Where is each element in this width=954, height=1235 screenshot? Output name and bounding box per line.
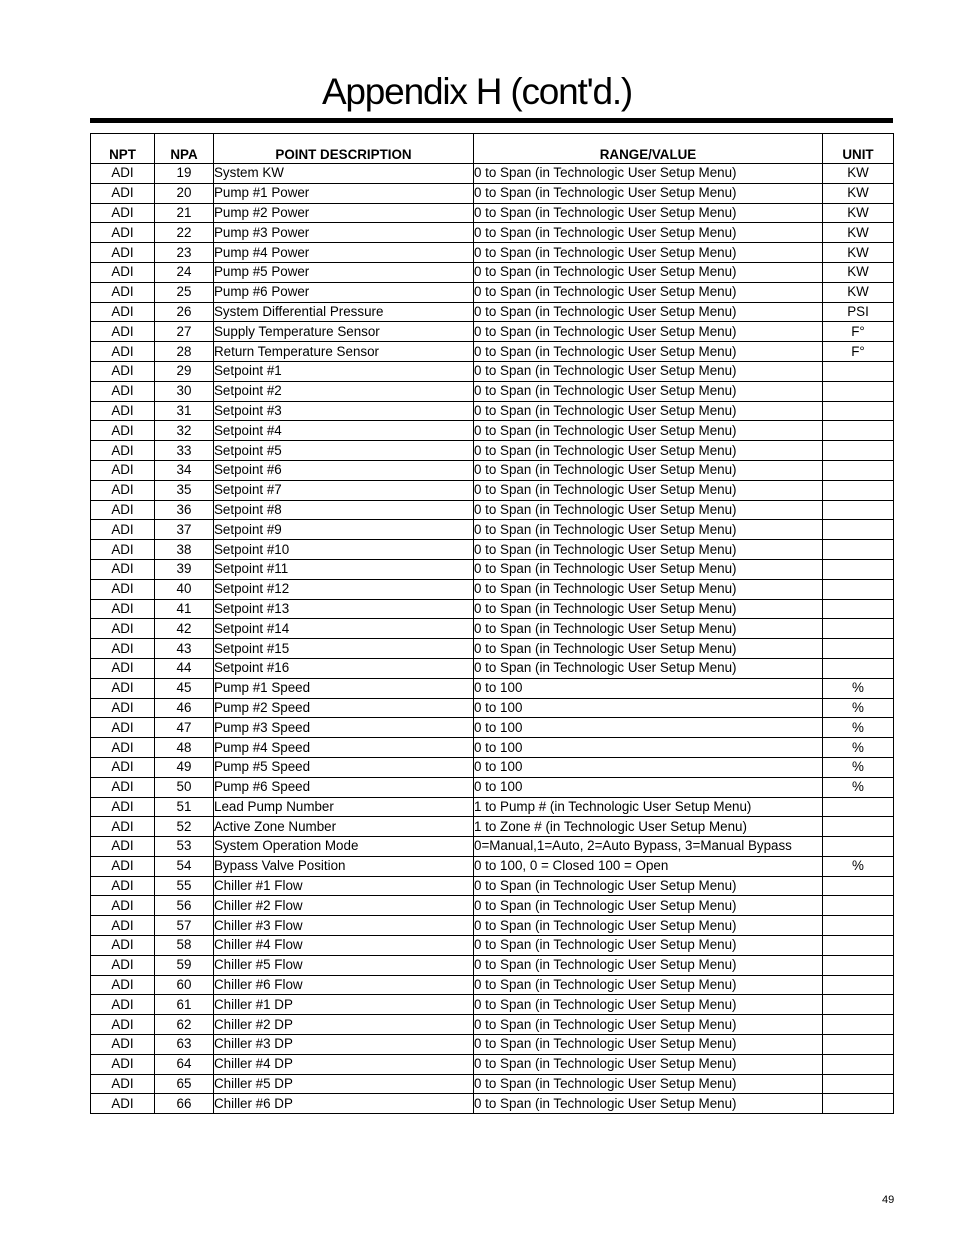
npt-cell: ADI	[91, 243, 155, 263]
npt-cell: ADI	[91, 639, 155, 659]
table-row	[91, 639, 894, 659]
unit-cell	[823, 441, 894, 461]
unit-cell: KW	[823, 243, 894, 263]
npa-cell: 55	[155, 876, 214, 896]
title-divider	[90, 118, 893, 123]
unit-cell	[823, 1094, 894, 1114]
points-table	[90, 133, 894, 1114]
range-cell: 0 to Span (in Technologic User Setup Menu)	[474, 916, 823, 936]
npa-cell: 49	[155, 757, 214, 777]
range-cell: 0 to Span (in Technologic User Setup Menu)	[474, 381, 823, 401]
table-row	[91, 1035, 894, 1055]
table-row	[91, 896, 894, 916]
npt-cell: ADI	[91, 579, 155, 599]
table-row	[91, 955, 894, 975]
npa-cell: 59	[155, 955, 214, 975]
unit-cell: %	[823, 856, 894, 876]
description-cell: Setpoint #11	[214, 559, 474, 579]
description-cell: Setpoint #16	[214, 658, 474, 678]
unit-cell	[823, 520, 894, 540]
table-row	[91, 460, 894, 480]
npt-cell: ADI	[91, 658, 155, 678]
description-cell: Pump #1 Power	[214, 183, 474, 203]
description-cell: Pump #3 Speed	[214, 718, 474, 738]
unit-cell: %	[823, 698, 894, 718]
npt-cell: ADI	[91, 183, 155, 203]
table-row	[91, 916, 894, 936]
table-row	[91, 718, 894, 738]
table-row	[91, 797, 894, 817]
unit-cell	[823, 955, 894, 975]
description-cell: Chiller #4 DP	[214, 1054, 474, 1074]
npa-cell: 26	[155, 302, 214, 322]
description-cell: Chiller #2 DP	[214, 1015, 474, 1035]
npt-cell: ADI	[91, 817, 155, 837]
description-cell: Setpoint #2	[214, 381, 474, 401]
npa-cell: 25	[155, 282, 214, 302]
range-cell: 0 to Span (in Technologic User Setup Menu)	[474, 262, 823, 282]
range-cell: 0 to Span (in Technologic User Setup Menu)	[474, 460, 823, 480]
unit-cell: KW	[823, 282, 894, 302]
npt-cell: ADI	[91, 856, 155, 876]
unit-cell: KW	[823, 223, 894, 243]
npa-cell: 48	[155, 738, 214, 758]
npt-cell: ADI	[91, 223, 155, 243]
npa-cell: 24	[155, 262, 214, 282]
table-row	[91, 361, 894, 381]
description-cell: Chiller #6 DP	[214, 1094, 474, 1114]
npa-cell: 21	[155, 203, 214, 223]
range-cell: 0 to 100	[474, 757, 823, 777]
unit-cell	[823, 361, 894, 381]
range-cell: 0 to Span (in Technologic User Setup Menu)	[474, 995, 823, 1015]
table-row	[91, 223, 894, 243]
range-cell: 0 to Span (in Technologic User Setup Menu)	[474, 361, 823, 381]
description-cell: Pump #5 Power	[214, 262, 474, 282]
header-row	[91, 134, 894, 164]
npt-cell: ADI	[91, 955, 155, 975]
npa-cell: 33	[155, 441, 214, 461]
npa-cell: 66	[155, 1094, 214, 1114]
npa-cell: 32	[155, 421, 214, 441]
column-header-npa: NPA	[155, 134, 214, 164]
npa-cell: 45	[155, 678, 214, 698]
unit-cell: F°	[823, 342, 894, 362]
unit-cell	[823, 797, 894, 817]
table-row	[91, 282, 894, 302]
unit-cell	[823, 817, 894, 837]
unit-cell: KW	[823, 164, 894, 184]
range-cell: 0 to Span (in Technologic User Setup Menu)	[474, 203, 823, 223]
npa-cell: 62	[155, 1015, 214, 1035]
page-number: 49	[882, 1194, 895, 1206]
npt-cell: ADI	[91, 738, 155, 758]
npt-cell: ADI	[91, 698, 155, 718]
description-cell: Bypass Valve Position	[214, 856, 474, 876]
description-cell: Setpoint #4	[214, 421, 474, 441]
npt-cell: ADI	[91, 718, 155, 738]
unit-cell: KW	[823, 183, 894, 203]
npt-cell: ADI	[91, 500, 155, 520]
range-cell: 0 to 100	[474, 738, 823, 758]
unit-cell: %	[823, 777, 894, 797]
table-row	[91, 975, 894, 995]
table-row	[91, 995, 894, 1015]
description-cell: Chiller #6 Flow	[214, 975, 474, 995]
table-row	[91, 381, 894, 401]
table-row	[91, 817, 894, 837]
unit-cell	[823, 480, 894, 500]
range-cell: 0 to Span (in Technologic User Setup Menu)	[474, 599, 823, 619]
range-cell: 0 to Span (in Technologic User Setup Menu)	[474, 401, 823, 421]
description-cell: Setpoint #13	[214, 599, 474, 619]
npa-cell: 52	[155, 817, 214, 837]
unit-cell: %	[823, 718, 894, 738]
unit-cell	[823, 658, 894, 678]
description-cell: Pump #1 Speed	[214, 678, 474, 698]
range-cell: 0 to 100, 0 = Closed 100 = Open	[474, 856, 823, 876]
npt-cell: ADI	[91, 262, 155, 282]
description-cell: Pump #2 Speed	[214, 698, 474, 718]
table-row	[91, 1074, 894, 1094]
npt-cell: ADI	[91, 520, 155, 540]
range-cell: 0 to Span (in Technologic User Setup Menu)	[474, 441, 823, 461]
table-row	[91, 302, 894, 322]
description-cell: Active Zone Number	[214, 817, 474, 837]
column-header-unit: UNIT	[823, 134, 894, 164]
range-cell: 0 to Span (in Technologic User Setup Menu)	[474, 540, 823, 560]
table-row	[91, 243, 894, 263]
npt-cell: ADI	[91, 876, 155, 896]
npt-cell: ADI	[91, 599, 155, 619]
range-cell: 0 to Span (in Technologic User Setup Menu)	[474, 955, 823, 975]
table-row	[91, 203, 894, 223]
column-header-range: RANGE/VALUE	[474, 134, 823, 164]
table-row	[91, 1094, 894, 1114]
range-cell: 0 to Span (in Technologic User Setup Menu)	[474, 164, 823, 184]
range-cell: 0=Manual,1=Auto, 2=Auto Bypass, 3=Manual Bypass	[474, 837, 823, 857]
npa-cell: 46	[155, 698, 214, 718]
table-row	[91, 559, 894, 579]
range-cell: 0 to Span (in Technologic User Setup Menu)	[474, 421, 823, 441]
unit-cell: KW	[823, 262, 894, 282]
npa-cell: 54	[155, 856, 214, 876]
description-cell: Chiller #1 DP	[214, 995, 474, 1015]
table-row	[91, 856, 894, 876]
npt-cell: ADI	[91, 1054, 155, 1074]
range-cell: 0 to Span (in Technologic User Setup Menu)	[474, 243, 823, 263]
range-cell: 0 to Span (in Technologic User Setup Menu)	[474, 1074, 823, 1094]
column-header-description: POINT DESCRIPTION	[214, 134, 474, 164]
range-cell: 0 to Span (in Technologic User Setup Menu)	[474, 936, 823, 956]
npt-cell: ADI	[91, 401, 155, 421]
npa-cell: 39	[155, 559, 214, 579]
description-cell: Setpoint #8	[214, 500, 474, 520]
table-row	[91, 579, 894, 599]
table-row	[91, 441, 894, 461]
npa-cell: 51	[155, 797, 214, 817]
unit-cell	[823, 995, 894, 1015]
npa-cell: 20	[155, 183, 214, 203]
npt-cell: ADI	[91, 302, 155, 322]
description-cell: Setpoint #14	[214, 619, 474, 639]
npa-cell: 22	[155, 223, 214, 243]
unit-cell: %	[823, 738, 894, 758]
npa-cell: 56	[155, 896, 214, 916]
npa-cell: 37	[155, 520, 214, 540]
npa-cell: 60	[155, 975, 214, 995]
range-cell: 0 to Span (in Technologic User Setup Menu)	[474, 500, 823, 520]
description-cell: Pump #3 Power	[214, 223, 474, 243]
description-cell: Setpoint #1	[214, 361, 474, 381]
npt-cell: ADI	[91, 757, 155, 777]
npt-cell: ADI	[91, 480, 155, 500]
table-row	[91, 401, 894, 421]
npt-cell: ADI	[91, 203, 155, 223]
table-row	[91, 837, 894, 857]
range-cell: 0 to Span (in Technologic User Setup Menu)	[474, 322, 823, 342]
range-cell: 0 to Span (in Technologic User Setup Menu)	[474, 559, 823, 579]
description-cell: Pump #2 Power	[214, 203, 474, 223]
description-cell: Setpoint #6	[214, 460, 474, 480]
range-cell: 0 to Span (in Technologic User Setup Menu)	[474, 896, 823, 916]
description-cell: Pump #6 Power	[214, 282, 474, 302]
npt-cell: ADI	[91, 619, 155, 639]
description-cell: System Operation Mode	[214, 837, 474, 857]
range-cell: 0 to 100	[474, 678, 823, 698]
npa-cell: 64	[155, 1054, 214, 1074]
description-cell: Setpoint #15	[214, 639, 474, 659]
table-body	[91, 164, 894, 1114]
range-cell: 0 to 100	[474, 698, 823, 718]
table-row	[91, 678, 894, 698]
table-row	[91, 757, 894, 777]
unit-cell	[823, 460, 894, 480]
table-row	[91, 322, 894, 342]
npt-cell: ADI	[91, 1074, 155, 1094]
page-title: Appendix H (cont'd.)	[321, 71, 633, 112]
range-cell: 0 to Span (in Technologic User Setup Menu)	[474, 342, 823, 362]
range-cell: 0 to Span (in Technologic User Setup Menu)	[474, 975, 823, 995]
column-header-npt: NPT	[91, 134, 155, 164]
npt-cell: ADI	[91, 381, 155, 401]
table-row	[91, 540, 894, 560]
unit-cell	[823, 837, 894, 857]
npa-cell: 63	[155, 1035, 214, 1055]
description-cell: Lead Pump Number	[214, 797, 474, 817]
npt-cell: ADI	[91, 322, 155, 342]
table-row	[91, 520, 894, 540]
unit-cell: KW	[823, 203, 894, 223]
table-row	[91, 658, 894, 678]
range-cell: 0 to Span (in Technologic User Setup Menu)	[474, 480, 823, 500]
table-row	[91, 1015, 894, 1035]
range-cell: 0 to Span (in Technologic User Setup Menu)	[474, 579, 823, 599]
npa-cell: 29	[155, 361, 214, 381]
unit-cell	[823, 599, 894, 619]
npa-cell: 34	[155, 460, 214, 480]
npt-cell: ADI	[91, 1094, 155, 1114]
unit-cell: F°	[823, 322, 894, 342]
description-cell: Chiller #3 DP	[214, 1035, 474, 1055]
table-row	[91, 777, 894, 797]
npa-cell: 36	[155, 500, 214, 520]
npt-cell: ADI	[91, 282, 155, 302]
range-cell: 0 to Span (in Technologic User Setup Menu)	[474, 282, 823, 302]
npa-cell: 43	[155, 639, 214, 659]
range-cell: 0 to Span (in Technologic User Setup Menu)	[474, 1094, 823, 1114]
unit-cell	[823, 916, 894, 936]
npa-cell: 44	[155, 658, 214, 678]
description-cell: Pump #6 Speed	[214, 777, 474, 797]
unit-cell	[823, 559, 894, 579]
unit-cell	[823, 975, 894, 995]
npa-cell: 38	[155, 540, 214, 560]
npa-cell: 58	[155, 936, 214, 956]
npa-cell: 31	[155, 401, 214, 421]
unit-cell	[823, 381, 894, 401]
description-cell: Supply Temperature Sensor	[214, 322, 474, 342]
table-row	[91, 480, 894, 500]
npt-cell: ADI	[91, 678, 155, 698]
table-row	[91, 183, 894, 203]
description-cell: Pump #5 Speed	[214, 757, 474, 777]
table-row	[91, 262, 894, 282]
npt-cell: ADI	[91, 975, 155, 995]
npa-cell: 40	[155, 579, 214, 599]
description-cell: Setpoint #9	[214, 520, 474, 540]
table-row	[91, 876, 894, 896]
npa-cell: 27	[155, 322, 214, 342]
description-cell: Chiller #5 DP	[214, 1074, 474, 1094]
table-row	[91, 164, 894, 184]
unit-cell	[823, 1035, 894, 1055]
npt-cell: ADI	[91, 460, 155, 480]
range-cell: 0 to 100	[474, 718, 823, 738]
table-row	[91, 619, 894, 639]
npt-cell: ADI	[91, 797, 155, 817]
npt-cell: ADI	[91, 421, 155, 441]
npt-cell: ADI	[91, 995, 155, 1015]
npt-cell: ADI	[91, 837, 155, 857]
npa-cell: 41	[155, 599, 214, 619]
npa-cell: 42	[155, 619, 214, 639]
npt-cell: ADI	[91, 896, 155, 916]
unit-cell	[823, 619, 894, 639]
description-cell: System Differential Pressure	[214, 302, 474, 322]
npt-cell: ADI	[91, 342, 155, 362]
unit-cell	[823, 1015, 894, 1035]
npt-cell: ADI	[91, 164, 155, 184]
unit-cell	[823, 1074, 894, 1094]
table-row	[91, 738, 894, 758]
table-row	[91, 1054, 894, 1074]
description-cell: Chiller #1 Flow	[214, 876, 474, 896]
table-row	[91, 599, 894, 619]
range-cell: 0 to Span (in Technologic User Setup Menu)	[474, 619, 823, 639]
npa-cell: 53	[155, 837, 214, 857]
npt-cell: ADI	[91, 1015, 155, 1035]
description-cell: Setpoint #7	[214, 480, 474, 500]
range-cell: 0 to Span (in Technologic User Setup Menu)	[474, 639, 823, 659]
npa-cell: 19	[155, 164, 214, 184]
description-cell: Pump #4 Power	[214, 243, 474, 263]
description-cell: Chiller #2 Flow	[214, 896, 474, 916]
range-cell: 1 to Zone # (in Technologic User Setup Menu)	[474, 817, 823, 837]
npa-cell: 57	[155, 916, 214, 936]
npa-cell: 50	[155, 777, 214, 797]
range-cell: 0 to Span (in Technologic User Setup Menu)	[474, 520, 823, 540]
range-cell: 0 to Span (in Technologic User Setup Menu)	[474, 1015, 823, 1035]
table-row	[91, 698, 894, 718]
npt-cell: ADI	[91, 936, 155, 956]
unit-cell: %	[823, 678, 894, 698]
range-cell: 0 to Span (in Technologic User Setup Menu)	[474, 1054, 823, 1074]
npa-cell: 28	[155, 342, 214, 362]
unit-cell	[823, 876, 894, 896]
npt-cell: ADI	[91, 441, 155, 461]
unit-cell	[823, 579, 894, 599]
description-cell: Chiller #4 Flow	[214, 936, 474, 956]
npt-cell: ADI	[91, 559, 155, 579]
description-cell: Return Temperature Sensor	[214, 342, 474, 362]
npa-cell: 65	[155, 1074, 214, 1094]
description-cell: Pump #4 Speed	[214, 738, 474, 758]
npa-cell: 30	[155, 381, 214, 401]
table-row	[91, 421, 894, 441]
npt-cell: ADI	[91, 361, 155, 381]
unit-cell	[823, 540, 894, 560]
unit-cell	[823, 639, 894, 659]
npa-cell: 47	[155, 718, 214, 738]
description-cell: Chiller #3 Flow	[214, 916, 474, 936]
unit-cell: PSI	[823, 302, 894, 322]
description-cell: Chiller #5 Flow	[214, 955, 474, 975]
range-cell: 0 to Span (in Technologic User Setup Menu)	[474, 1035, 823, 1055]
description-cell: System KW	[214, 164, 474, 184]
unit-cell: %	[823, 757, 894, 777]
unit-cell	[823, 421, 894, 441]
range-cell: 0 to Span (in Technologic User Setup Menu)	[474, 183, 823, 203]
description-cell: Setpoint #12	[214, 579, 474, 599]
table-row	[91, 936, 894, 956]
range-cell: 0 to 100	[474, 777, 823, 797]
unit-cell	[823, 896, 894, 916]
range-cell: 0 to Span (in Technologic User Setup Menu)	[474, 876, 823, 896]
table-row	[91, 500, 894, 520]
npt-cell: ADI	[91, 916, 155, 936]
range-cell: 0 to Span (in Technologic User Setup Menu)	[474, 302, 823, 322]
unit-cell	[823, 401, 894, 421]
description-cell: Setpoint #5	[214, 441, 474, 461]
unit-cell	[823, 500, 894, 520]
unit-cell	[823, 1054, 894, 1074]
npt-cell: ADI	[91, 540, 155, 560]
npa-cell: 35	[155, 480, 214, 500]
range-cell: 1 to Pump # (in Technologic User Setup Menu)	[474, 797, 823, 817]
description-cell: Setpoint #10	[214, 540, 474, 560]
description-cell: Setpoint #3	[214, 401, 474, 421]
npa-cell: 61	[155, 995, 214, 1015]
table-row	[91, 342, 894, 362]
range-cell: 0 to Span (in Technologic User Setup Menu)	[474, 658, 823, 678]
range-cell: 0 to Span (in Technologic User Setup Menu)	[474, 223, 823, 243]
unit-cell	[823, 936, 894, 956]
npa-cell: 23	[155, 243, 214, 263]
npt-cell: ADI	[91, 777, 155, 797]
npt-cell: ADI	[91, 1035, 155, 1055]
